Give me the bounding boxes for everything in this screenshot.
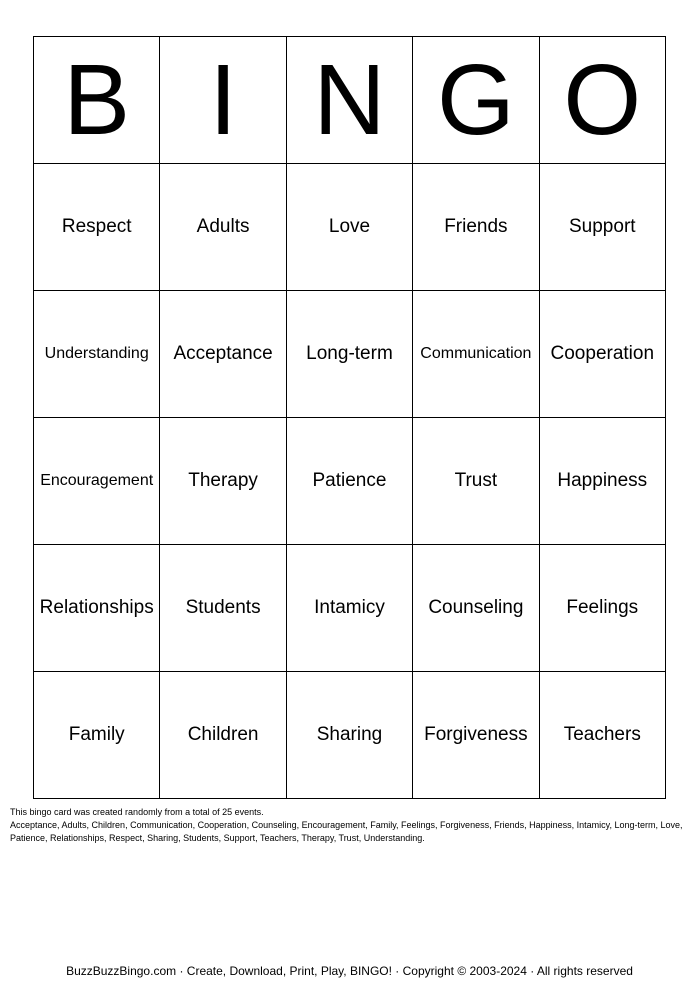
bingo-cell: Feelings (539, 545, 665, 672)
bingo-card (33, 36, 666, 799)
bingo-row (34, 291, 666, 418)
bingo-cell: Communication (413, 291, 539, 418)
header-letter-b: B (34, 37, 160, 164)
bingo-header-row (34, 37, 666, 164)
bingo-row (34, 418, 666, 545)
bingo-cell: Intamicy (286, 545, 412, 672)
bingo-cell: Encouragement (34, 418, 160, 545)
page-footer: BuzzBuzzBingo.com · Create, Download, Print, Play, BINGO! · Copyright © 2003-2024 · All rights reserved (66, 964, 633, 978)
bingo-cell: Cooperation (539, 291, 665, 418)
bingo-cell: Relationships (34, 545, 160, 672)
card-notes (10, 806, 694, 845)
bingo-cell: Long-term (286, 291, 412, 418)
bingo-cell: Sharing (286, 672, 412, 799)
bingo-row (34, 164, 666, 291)
bingo-cell: Happiness (539, 418, 665, 545)
header-letter-i: I (160, 37, 286, 164)
bingo-cell: Therapy (160, 418, 286, 545)
bingo-cell: Support (539, 164, 665, 291)
bingo-cell: Patience (286, 418, 412, 545)
bingo-row (34, 545, 666, 672)
bingo-cell: Friends (413, 164, 539, 291)
bingo-cell: Family (34, 672, 160, 799)
bingo-cell: Respect (34, 164, 160, 291)
header-letter-g: G (413, 37, 539, 164)
header-letter-n: N (286, 37, 412, 164)
bingo-cell: Adults (160, 164, 286, 291)
bingo-row (34, 672, 666, 799)
notes-event-list: Acceptance, Adults, Children, Communication, Cooperation, Counseling, Encouragement, Family, Feelings, Forgiveness, Friends, Happiness, Intamicy, Long-term, Love, Patience, Relationships, Respect, Sharing, Students, Support, Teachers, Therapy, Trust, Understanding. (10, 820, 683, 843)
header-letter-o: O (539, 37, 665, 164)
bingo-cell: Trust (413, 418, 539, 545)
bingo-cell: Counseling (413, 545, 539, 672)
bingo-cell: Understanding (34, 291, 160, 418)
bingo-cell: Students (160, 545, 286, 672)
bingo-cell: Love (286, 164, 412, 291)
bingo-cell: Teachers (539, 672, 665, 799)
bingo-cell: Forgiveness (413, 672, 539, 799)
bingo-cell: Acceptance (160, 291, 286, 418)
bingo-cell: Children (160, 672, 286, 799)
notes-summary: This bingo card was created randomly from a total of 25 events. (10, 807, 264, 817)
